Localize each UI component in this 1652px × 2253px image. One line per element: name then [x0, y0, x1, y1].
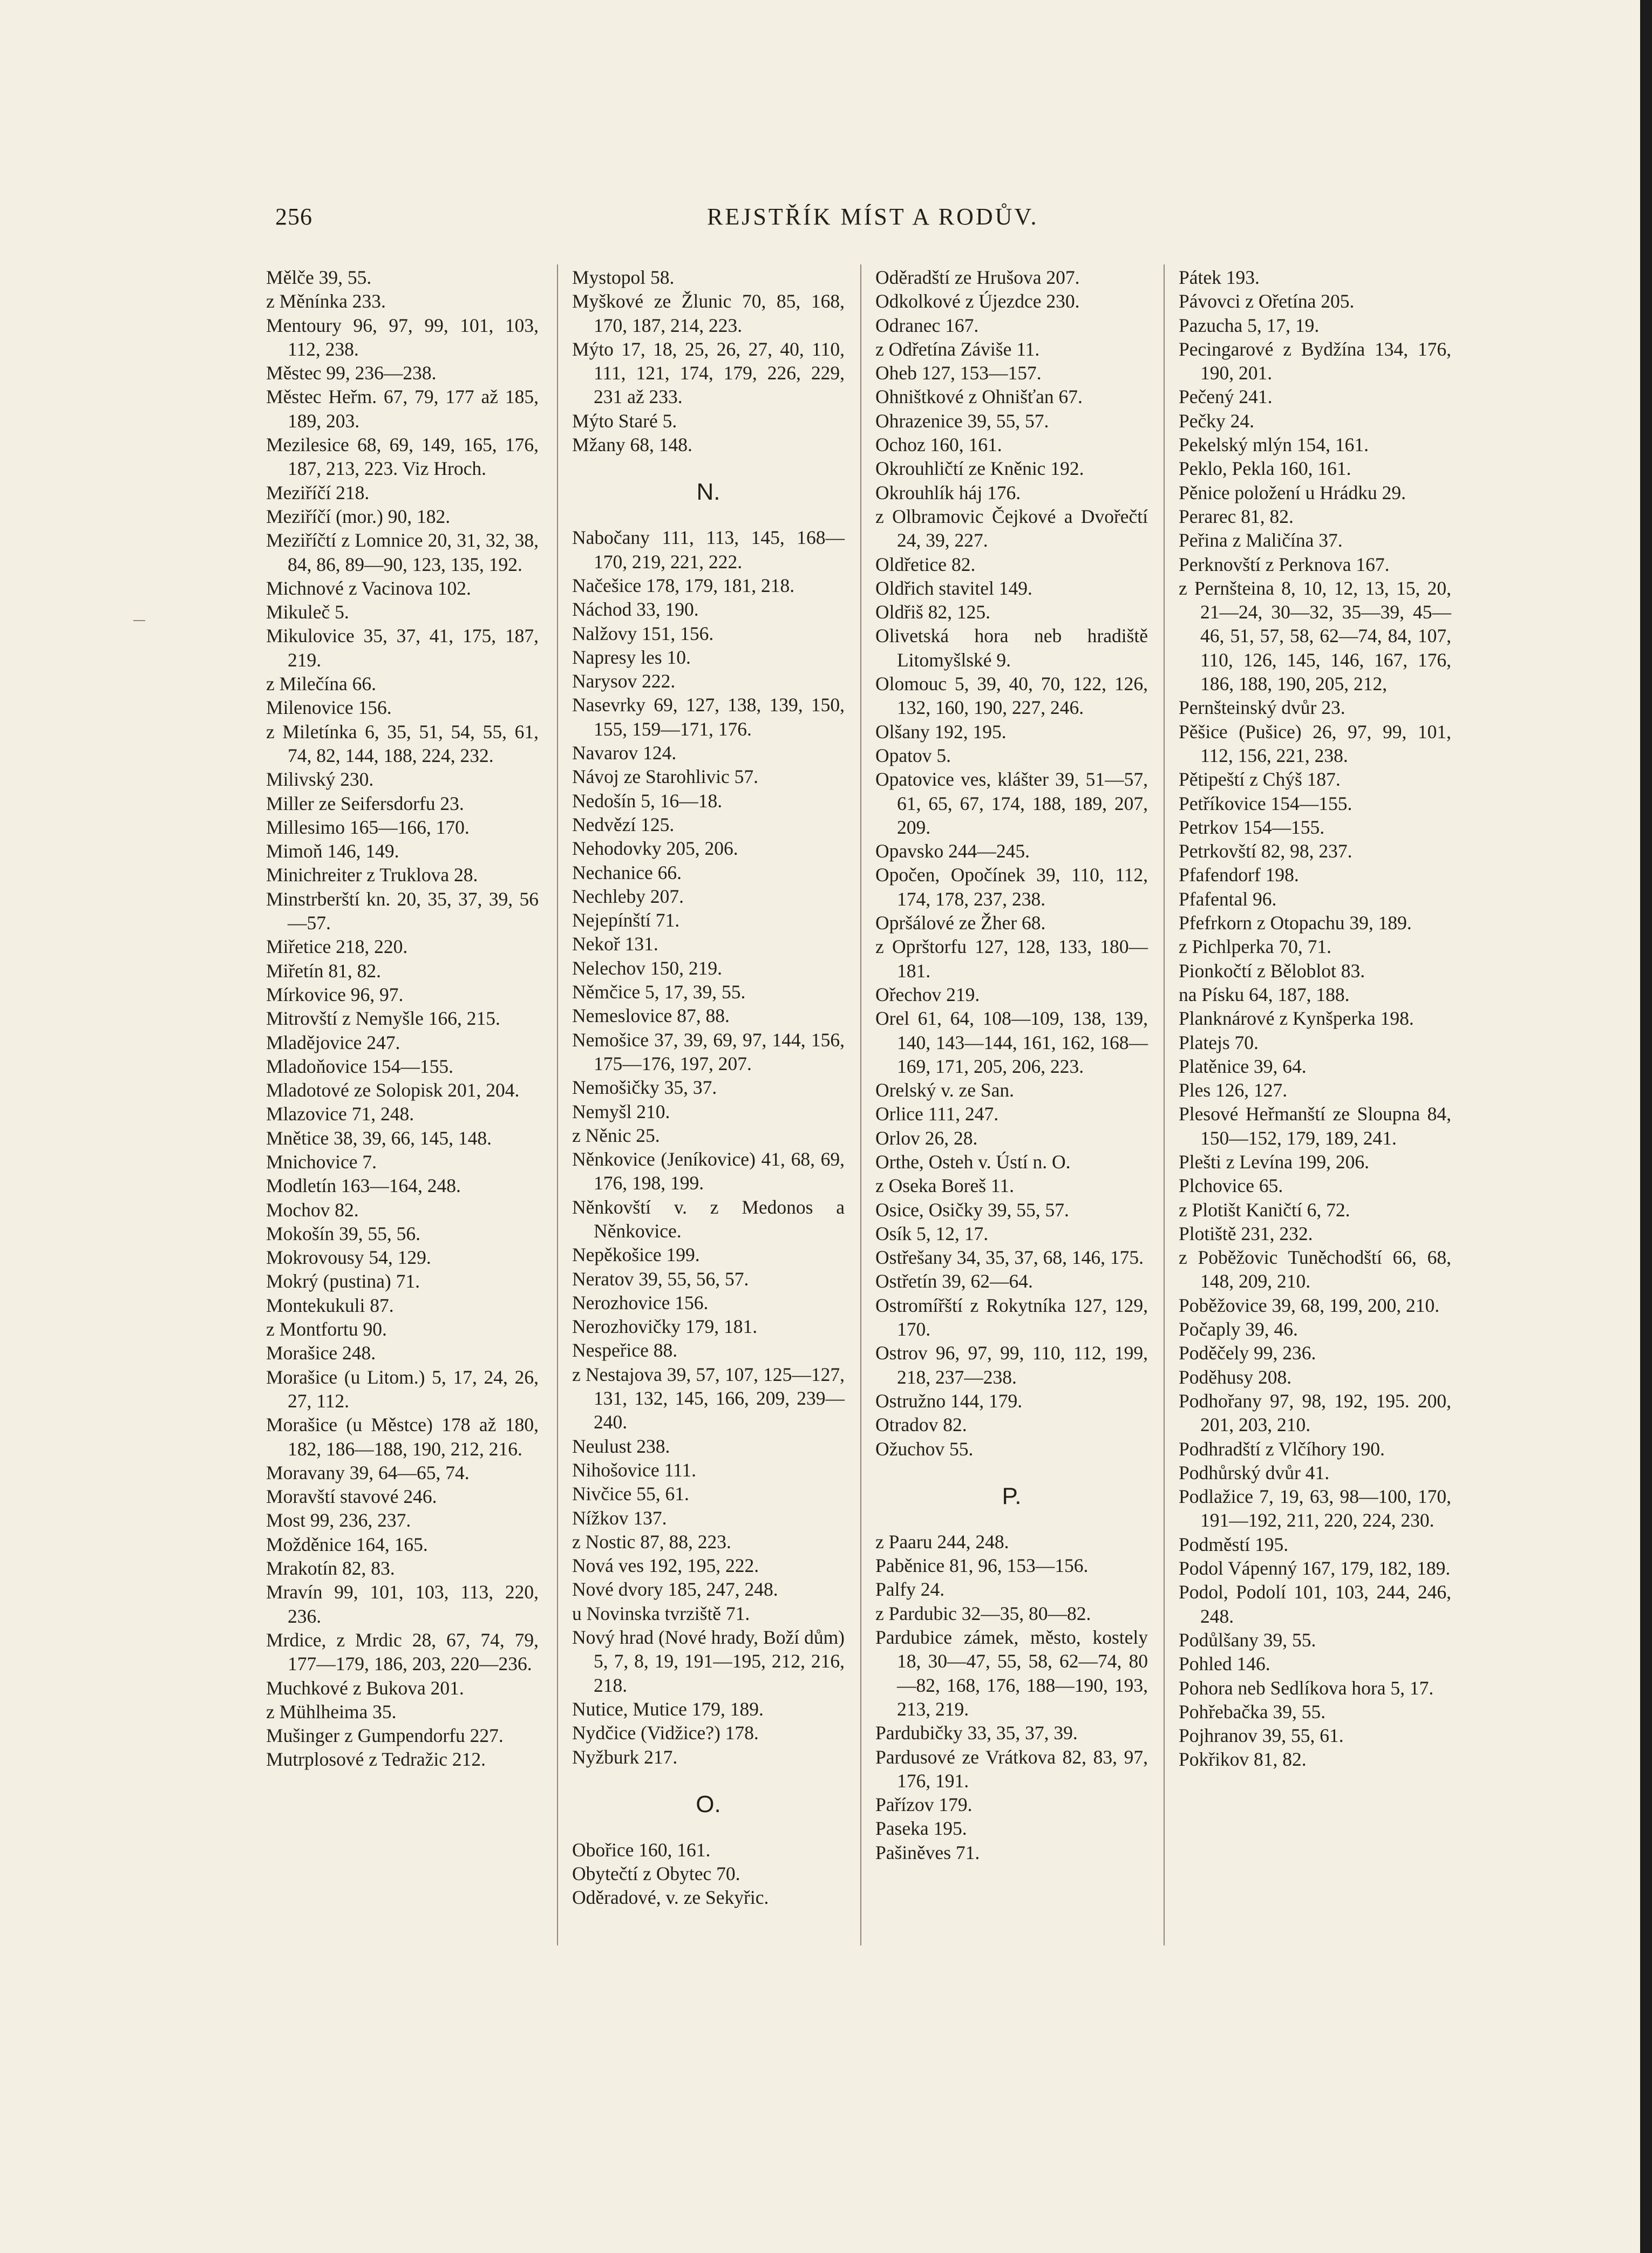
index-entry: Michnové z Vacinova 102. [266, 577, 471, 599]
index-entry: Mělče 39, 55. [266, 267, 372, 288]
index-entry: Ostromířští z Rokytníka 127, 129, 170. [875, 1294, 1148, 1340]
index-entry: Podhůrský dvůr 41. [1179, 1461, 1330, 1483]
index-entry: Orel 61, 64, 108—109, 138, 139, 140, 143—144, 161, 162, 168—169, 171, 205, 206, 223. [875, 1008, 1148, 1077]
running-header: REJSTŘÍK MÍST A RODŮV. [707, 203, 1039, 230]
index-column-2 [572, 266, 845, 1910]
index-entry: Ostřetín 39, 62—64. [875, 1270, 1033, 1292]
index-entry: Nabočany 111, 113, 145, 168—170, 219, 221, 222. [572, 527, 845, 573]
index-entry: Něnkovští v. z Medonos a Něnkovice. [572, 1196, 845, 1242]
index-entry: z Nestajova 39, 57, 107, 125—127, 131, 132, 145, 166, 209, 239—240. [572, 1363, 845, 1433]
index-entry: Napresy les 10. [572, 646, 691, 668]
index-entry: Mentoury 96, 97, 99, 101, 103, 112, 238. [266, 314, 539, 360]
index-entry: Olomouc 5, 39, 40, 70, 122, 126, 132, 160, 190, 227, 246. [875, 673, 1148, 719]
index-entry: Most 99, 236, 237. [266, 1509, 411, 1532]
index-entry: Morašice 248. [266, 1342, 376, 1364]
index-entry: Plchovice 65. [1179, 1175, 1283, 1197]
index-entry: Orlov 26, 28. [875, 1127, 978, 1149]
index-entry: Narysov 222. [572, 670, 676, 692]
index-entry: z Pernšteina 8, 10, 12, 13, 15, 20, 21—24, 30—32, 35—39, 45—46, 51, 57, 58, 62—74, 84, 107, 110, 126, 145, 146, 167, 176, 186, 188, 190, 205, 212, [1179, 577, 1451, 695]
index-entry: Mladotové ze Solopisk 201, 204. [266, 1079, 520, 1101]
index-entry: Podlažice 7, 19, 63, 98—100, 170, 191—192, 211, 220, 224, 230. [1179, 1486, 1451, 1532]
index-entry: Petrkovští 82, 98, 237. [1179, 840, 1352, 862]
index-entry: Pekelský mlýn 154, 161. [1179, 434, 1369, 456]
index-entry: Nový hrad (Nové hrady, Boží dům) 5, 7, 8, 19, 191—195, 212, 216, 218. [572, 1626, 845, 1696]
index-entry: Mrdice, z Mrdic 28, 67, 74, 79, 177—179, 186, 203, 220—236. [266, 1629, 539, 1675]
index-entry: Olivetská hora neb hradiště Litomyšlské 9. [875, 625, 1148, 671]
index-entry: Oldřich stavitel 149. [875, 577, 1032, 599]
index-entry: Peklo, Pekla 160, 161. [1179, 458, 1351, 480]
index-entry: Nová ves 192, 195, 222. [572, 1555, 759, 1577]
index-entry: Nespeřice 88. [572, 1339, 678, 1362]
index-entry: Městec Heřm. 67, 79, 177 až 185, 189, 203. [266, 386, 539, 432]
index-entry: Mikulovice 35, 37, 41, 175, 187, 219. [266, 625, 539, 671]
index-entry: Nalžovy 151, 156. [572, 622, 714, 644]
index-entry: Podol Vápenný 167, 179, 182, 189. [1179, 1557, 1451, 1580]
index-entry: Mušinger z Gumpendorfu 227. [266, 1725, 504, 1747]
index-entry: z Měnínka 233. [266, 290, 386, 312]
index-entry: Pokřikov 81, 82. [1179, 1748, 1307, 1771]
index-entry: Ostružno 144, 179. [875, 1390, 1023, 1412]
index-entry: Orthe, Osteh v. Ústí n. O. [875, 1151, 1071, 1173]
index-entry: Petříkovice 154—155. [1179, 792, 1352, 814]
index-entry: Nasevrky 69, 127, 138, 139, 150, 155, 159—171, 176. [572, 694, 845, 740]
index-entry: Pfafendorf 198. [1179, 864, 1299, 886]
index-entry: Pohřebačka 39, 55. [1179, 1700, 1326, 1723]
index-entry: Orelský v. ze San. [875, 1079, 1014, 1101]
index-entry: Nyžburk 217. [572, 1746, 678, 1768]
index-entry: Pařízov 179. [875, 1794, 973, 1816]
index-entry: Pardubice zámek, město, kostely 18, 30—47, 55, 58, 62—74, 80—82, 168, 176, 188—190, 193, 213, 219. [875, 1626, 1148, 1720]
index-entry: Pfafental 96. [1179, 888, 1277, 910]
index-entry: Mokrý (pustina) 71. [266, 1270, 420, 1292]
section-letter-heading: P. [1002, 1482, 1022, 1509]
index-entry: z Odřetína Záviše 11. [875, 338, 1040, 360]
index-entry: Mikuleč 5. [266, 601, 349, 623]
index-entry: Pátek 193. [1179, 267, 1260, 288]
index-entry: Moravští stavové 246. [266, 1486, 437, 1508]
index-entry: Osice, Osičky 39, 55, 57. [875, 1199, 1069, 1221]
index-entry: Morašice (u Litom.) 5, 17, 24, 26, 27, 112. [266, 1366, 539, 1412]
index-entry: Městec 99, 236—238. [266, 362, 437, 384]
index-column-3 [875, 266, 1148, 1864]
index-entry: Pěšice (Pušice) 26, 97, 99, 101, 112, 156, 221, 238. [1179, 720, 1451, 766]
index-entry: Podhradští z Vlčíhory 190. [1179, 1438, 1385, 1460]
index-entry: Opočen, Opočínek 39, 110, 112, 174, 178, 237, 238. [875, 864, 1148, 910]
index-entry: Nechanice 66. [572, 861, 682, 883]
index-entry: Opatovice ves, klášter 39, 51—57, 61, 65, 67, 174, 188, 189, 207, 209. [875, 768, 1148, 838]
index-entry: Nemeslovice 87, 88. [572, 1005, 730, 1027]
index-entry: Okrouhličtí ze Kněnic 192. [875, 458, 1084, 480]
index-entry: z Miletínka 6, 35, 51, 54, 55, 61, 74, 82, 144, 188, 224, 232. [266, 720, 539, 766]
index-entry: Nemošice 37, 39, 69, 97, 144, 156, 175—176, 197, 207. [572, 1029, 845, 1074]
index-entry: Mezilesice 68, 69, 149, 165, 176, 187, 213, 223. Viz Hroch. [266, 434, 539, 480]
index-entry: Plesové Heřmanští ze Sloupna 84, 150—152, 179, 189, 241. [1179, 1103, 1451, 1149]
index-entry: Modletín 163—164, 248. [266, 1175, 461, 1197]
index-entry: Pohora neb Sedlíkova hora 5, 17. [1179, 1677, 1434, 1699]
index-entry: Montekukuli 87. [266, 1294, 394, 1316]
index-entry: Moravany 39, 64—65, 74. [266, 1461, 470, 1483]
index-entry: Plotiště 231, 232. [1179, 1222, 1313, 1244]
index-entry: Pardusové ze Vrátkova 82, 83, 97, 176, 191. [875, 1746, 1148, 1792]
index-entry: Ostrov 96, 97, 99, 110, 112, 199, 218, 237—238. [875, 1342, 1148, 1388]
index-entry: Nutice, Mutice 179, 189. [572, 1698, 764, 1720]
index-entry: Pernšteinský dvůr 23. [1179, 697, 1345, 719]
index-entry: Pětipeští z Chýš 187. [1179, 768, 1341, 791]
index-entry: Meziříčí 218. [266, 481, 370, 503]
index-entry: Nechleby 207. [572, 885, 684, 907]
index-entry: Pecingarové z Bydžína 134, 176, 190, 201. [1179, 338, 1451, 384]
index-entry: Pašiněves 71. [875, 1841, 980, 1863]
index-entry: z Poběžovic Tuněchodští 66, 68, 148, 209, 210. [1179, 1247, 1451, 1292]
index-entry: Mimoň 146, 149. [266, 840, 399, 862]
index-entry: Mladoňovice 154—155. [266, 1055, 454, 1077]
index-entry: Pionkočtí z Běloblot 83. [1179, 959, 1365, 982]
index-entry: Nihošovice 111. [572, 1459, 697, 1481]
index-entry: Paběnice 81, 96, 153—156. [875, 1555, 1089, 1577]
index-entry: Mírkovice 96, 97. [266, 983, 404, 1005]
index-entry: z Plotišt Kaničtí 6, 72. [1179, 1199, 1350, 1221]
index-entry: Mnichovice 7. [266, 1151, 377, 1173]
index-entry: Meziříčtí z Lomnice 20, 31, 32, 38, 84, 86, 89—90, 123, 135, 192. [266, 529, 539, 575]
index-entry: Pojhranov 39, 55, 61. [1179, 1725, 1344, 1747]
index-entry: z Pichlperka 70, 71. [1179, 936, 1331, 958]
index-entry: Pávovci z Ořetína 205. [1179, 290, 1355, 312]
index-entry: Muchkové z Bukova 201. [266, 1677, 464, 1699]
column-rule [557, 264, 558, 1945]
index-entry: Ostřešany 34, 35, 37, 68, 146, 175. [875, 1247, 1144, 1269]
index-entry: Nejepínští 71. [572, 909, 680, 931]
index-entry: Platěnice 39, 64. [1179, 1055, 1307, 1077]
index-entry: Návoj ze Starohlivic 57. [572, 766, 759, 788]
column-rule [1164, 264, 1165, 1945]
index-entry: Okrouhlík háj 176. [875, 481, 1021, 503]
index-entry: z Oprštorfu 127, 128, 133, 180—181. [875, 936, 1148, 982]
index-entry: Nemyšl 210. [572, 1100, 670, 1122]
index-entry: Opatov 5. [875, 744, 951, 766]
index-entry: Nerozhovičky 179, 181. [572, 1316, 758, 1338]
index-entry: Millesimo 165—166, 170. [266, 816, 470, 838]
index-entry: Podůlšany 39, 55. [1179, 1629, 1316, 1651]
index-entry: Mladějovice 247. [266, 1031, 400, 1053]
index-entry: Nydčice (Vidžice?) 178. [572, 1722, 759, 1744]
index-entry: Něnkovice (Jeníkovice) 41, 68, 69, 176, 198, 199. [572, 1148, 845, 1194]
index-entry: Ochoz 160, 161. [875, 434, 1002, 456]
index-entry: Navarov 124. [572, 742, 677, 764]
index-entry: Otradov 82. [875, 1414, 967, 1436]
index-entry: Odranec 167. [875, 314, 979, 336]
index-entry: Oděradští ze Hrušova 207. [875, 267, 1080, 288]
section-letter-heading: N. [696, 479, 720, 506]
index-entry: u Novinska tvrziště 71. [572, 1602, 750, 1624]
index-entry: Nemošičky 35, 37. [572, 1077, 717, 1099]
index-entry: Myškové ze Žlunic 70, 85, 168, 170, 187, 214, 223. [572, 290, 845, 336]
index-entry: Olšany 192, 195. [875, 720, 1007, 743]
index-column-4 [1179, 266, 1451, 1772]
index-entry: Mlazovice 71, 248. [266, 1103, 414, 1125]
index-entry: Oldřiš 82, 125. [875, 601, 990, 623]
index-entry: Obořice 160, 161. [572, 1839, 711, 1861]
index-entry: Ples 126, 127. [1179, 1079, 1288, 1101]
index-entry: Planknárové z Kynšperka 198. [1179, 1008, 1414, 1030]
index-entry: z Olbramovic Čejkové a Dvořečtí 24, 39, 227. [875, 505, 1148, 552]
index-entry: Mokošín 39, 55, 56. [266, 1222, 420, 1244]
index-entry: Paseka 195. [875, 1818, 967, 1840]
index-entry: Pardubičky 33, 35, 37, 39. [875, 1722, 1078, 1744]
index-entry: Orlice 111, 247. [875, 1103, 999, 1125]
index-entry: Mžany 68, 148. [572, 434, 692, 456]
index-column-1 [266, 266, 539, 1772]
index-entry: Neulust 238. [572, 1435, 670, 1457]
index-entry: Opavsko 244—245. [875, 840, 1030, 862]
index-entry: Pěnice položení u Hrádku 29. [1179, 481, 1406, 503]
index-entry: Nekoř 131. [572, 933, 658, 955]
index-entry: Peřina z Maličína 37. [1179, 529, 1343, 552]
index-entry: na Písku 64, 187, 188. [1179, 983, 1350, 1005]
index-entry: Ožuchov 55. [875, 1438, 974, 1460]
index-entry: z Oseka Boreš 11. [875, 1175, 1014, 1197]
index-entry: Oheb 127, 153—157. [875, 362, 1042, 384]
index-entry: z Montfortu 90. [266, 1318, 387, 1340]
index-entry: z Paaru 244, 248. [875, 1530, 1009, 1553]
index-entry: Nivčice 55, 61. [572, 1483, 689, 1505]
index-entry: Poděčely 99, 236. [1179, 1342, 1316, 1364]
index-entry: Minstrberští kn. 20, 35, 37, 39, 56—57. [266, 888, 539, 934]
index-entry: Ohrazenice 39, 55, 57. [875, 410, 1049, 432]
index-entry: Pečky 24. [1179, 410, 1255, 432]
index-entry: Němčice 5, 17, 39, 55. [572, 981, 746, 1003]
index-entry: Náchod 33, 190. [572, 598, 699, 621]
index-entry: Pohled 146. [1179, 1653, 1270, 1675]
index-entry: Oděradové, v. ze Sekyřic. [572, 1887, 769, 1909]
page-edge-shadow [1640, 0, 1652, 2253]
section-letter-heading: O. [696, 1791, 721, 1818]
index-entry: Poběžovice 39, 68, 199, 200, 210. [1179, 1294, 1440, 1316]
index-entry: Nedvězí 125. [572, 813, 675, 835]
index-entry: Ohništkové z Ohnišťan 67. [875, 386, 1083, 408]
index-entry: Osík 5, 12, 17. [875, 1222, 989, 1244]
index-entry: Milivský 230. [266, 768, 374, 791]
index-entry: Pazucha 5, 17, 19. [1179, 314, 1320, 336]
index-entry: Oldřetice 82. [875, 553, 976, 575]
index-entry: Minichreiter z Truklova 28. [266, 864, 478, 886]
index-entry: Palfy 24. [875, 1578, 945, 1601]
index-entry: Perarec 81, 82. [1179, 505, 1294, 527]
index-entry: Mravín 99, 101, 103, 113, 220, 236. [266, 1581, 539, 1627]
index-entry: Opršálové ze Žher 68. [875, 912, 1046, 934]
index-entry: z Pardubic 32—35, 80—82. [875, 1602, 1091, 1624]
index-entry: Mystopol 58. [572, 267, 675, 288]
index-entry: Nedošín 5, 16—18. [572, 789, 723, 812]
index-entry: Podhořany 97, 98, 192, 195. 200, 201, 203, 210. [1179, 1390, 1451, 1436]
index-entry: Poděhusy 208. [1179, 1366, 1292, 1388]
index-entry: Petrkov 154—155. [1179, 816, 1325, 838]
index-entry: Obytečtí z Obytec 70. [572, 1863, 740, 1885]
index-entry: Ořechov 219. [875, 983, 980, 1005]
index-entry: Mitrovští z Nemyšle 166, 215. [266, 1008, 500, 1030]
index-entry: Platejs 70. [1179, 1031, 1259, 1053]
index-entry: Morašice (u Městce) 178 až 180, 182, 186—188, 190, 212, 216. [266, 1414, 539, 1460]
index-entry: Perknovští z Perknova 167. [1179, 553, 1390, 575]
page-number: 256 [275, 203, 312, 230]
index-entry: Miřetice 218, 220. [266, 936, 408, 958]
index-entry: Nerozhovice 156. [572, 1291, 709, 1313]
index-entry: Neratov 39, 55, 56, 57. [572, 1268, 749, 1290]
index-entry: Mochov 82. [266, 1199, 359, 1221]
index-entry: Nové dvory 185, 247, 248. [572, 1578, 778, 1601]
index-entry: Nepěkošice 199. [572, 1244, 700, 1266]
index-entry: Mýto 17, 18, 25, 26, 27, 40, 110, 111, 121, 174, 179, 226, 229, 231 až 233. [572, 338, 845, 408]
index-entry: Možděnice 164, 165. [266, 1533, 428, 1555]
index-entry: z Něnic 25. [572, 1124, 660, 1146]
index-entry: Pečený 241. [1179, 386, 1273, 408]
index-entry: Podol, Podolí 101, 103, 244, 246, 248. [1179, 1581, 1451, 1627]
index-entry: Miller ze Seifersdorfu 23. [266, 792, 464, 814]
margin-mark [133, 620, 145, 621]
index-entry: Pfefrkorn z Otopachu 39, 189. [1179, 912, 1412, 934]
index-entry: Meziříčí (mor.) 90, 182. [266, 505, 451, 527]
index-entry: Miřetín 81, 82. [266, 959, 381, 982]
index-entry: Mrakotín 82, 83. [266, 1557, 395, 1580]
index-entry: Mutrplosové z Tedražic 212. [266, 1748, 486, 1771]
index-entry: Mýto Staré 5. [572, 410, 677, 432]
index-entry: Nelechov 150, 219. [572, 957, 723, 979]
index-entry: Odkolkové z Újezdce 230. [875, 290, 1080, 312]
index-entry: Nehodovky 205, 206. [572, 838, 738, 860]
column-rule [860, 264, 861, 1945]
index-entry: Mokrovousy 54, 129. [266, 1247, 431, 1269]
index-entry: Podměstí 195. [1179, 1533, 1289, 1555]
index-entry: Mnětice 38, 39, 66, 145, 148. [266, 1127, 492, 1149]
index-entry: z Milečína 66. [266, 673, 377, 695]
index-entry: z Mühlheima 35. [266, 1700, 397, 1723]
index-entry: Milenovice 156. [266, 697, 392, 719]
index-entry: Počaply 39, 46. [1179, 1318, 1298, 1340]
index-entry: Nížkov 137. [572, 1507, 667, 1529]
index-entry: Plešti z Levína 199, 206. [1179, 1151, 1369, 1173]
index-entry: Načešice 178, 179, 181, 218. [572, 574, 795, 596]
index-entry: z Nostic 87, 88, 223. [572, 1530, 731, 1553]
